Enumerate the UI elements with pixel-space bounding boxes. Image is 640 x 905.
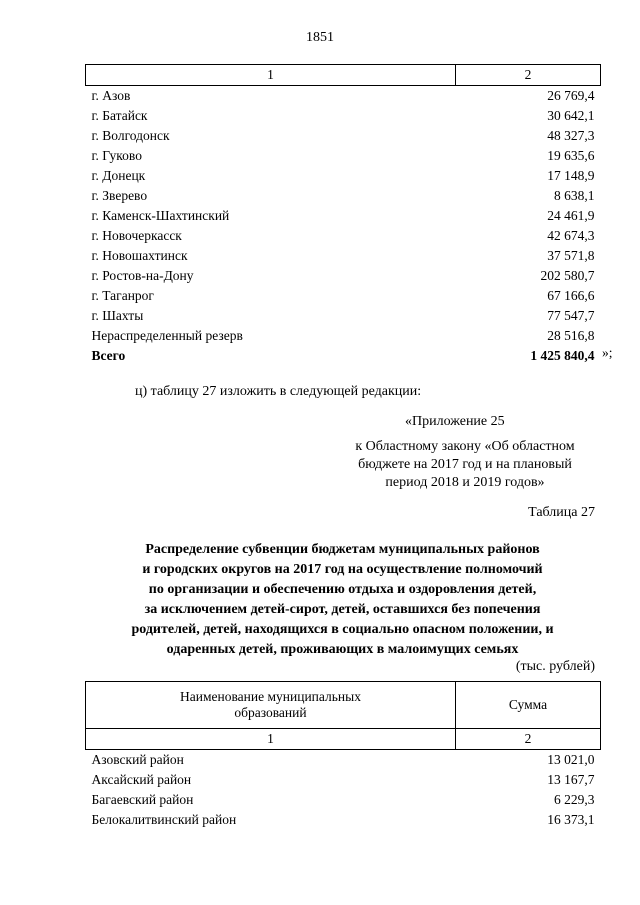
table-row: [86, 326, 601, 346]
heading-line: Распределение субвенции бюджетам муниципальных районов: [145, 542, 540, 557]
table-row: [86, 810, 601, 830]
row-value: 202 580,7: [540, 268, 595, 283]
row-name: г. Каменск-Шахтинский: [91, 208, 230, 223]
table-row: [86, 306, 601, 326]
annex-reference-line: к Областному закону «Об областном: [355, 439, 575, 454]
row-value: 30 642,1: [547, 108, 595, 123]
annex-title: «Приложение 25: [405, 414, 505, 429]
units-label: (тыс. рублей): [515, 659, 595, 674]
closing-quote-mark: »;: [602, 345, 613, 360]
row-name: Багаевский район: [91, 792, 194, 807]
table-label: Таблица 27: [528, 505, 595, 520]
total-value: 1 425 840,4: [530, 348, 595, 363]
table-row: [86, 206, 601, 226]
subvention-table: [85, 681, 601, 830]
annex-reference-line: бюджете на 2017 год и на плановый: [358, 457, 572, 472]
table-row: [86, 246, 601, 266]
column-header-name: [86, 682, 456, 729]
row-value: 13 021,0: [547, 752, 595, 767]
table-row: [86, 226, 601, 246]
row-name: г. Новошахтинск: [91, 248, 188, 263]
municipal-table-continued: [85, 64, 601, 366]
row-name: Нераспределенный резерв: [91, 328, 243, 343]
total-label: Всего: [91, 348, 126, 363]
row-name: Белокалитвинский район: [91, 812, 237, 827]
table-row: [86, 146, 601, 166]
column-number-row: [86, 65, 601, 86]
table-row: [86, 750, 601, 771]
table-row: [86, 166, 601, 186]
column-header-line: Наименование муниципальных: [180, 689, 361, 704]
row-name: Азовский район: [91, 752, 184, 767]
annex-reference: [340, 438, 590, 492]
row-value: 17 148,9: [547, 168, 595, 183]
row-name: г. Азов: [91, 88, 131, 103]
total-row: [86, 346, 601, 366]
table-row: [86, 126, 601, 146]
row-value: 6 229,3: [554, 792, 595, 807]
amendment-instruction: ц) таблицу 27 изложить в следующей редакции:: [135, 384, 422, 399]
annex-reference-line: период 2018 и 2019 годов»: [385, 475, 545, 490]
column-number-1: 1: [86, 65, 456, 86]
row-value: 42 674,3: [547, 228, 595, 243]
row-name: г. Гуково: [91, 148, 142, 163]
row-value: 8 638,1: [554, 188, 595, 203]
row-value: 48 327,3: [547, 128, 595, 143]
heading-line: за исключением детей-сирот, детей, оставшихся без попечения: [144, 602, 541, 617]
heading-line: и городских округов на 2017 год на осуществление полномочий: [142, 562, 543, 577]
heading-line: родителей, детей, находящихся в социально опасном положении, и: [131, 622, 554, 637]
row-name: г. Таганрог: [91, 288, 154, 303]
column-header-row: [86, 682, 601, 729]
row-value: 28 516,8: [547, 328, 595, 343]
table-row: [86, 266, 601, 286]
column-number-2: 2: [456, 65, 601, 86]
table-row: [86, 86, 601, 107]
row-value: 37 571,8: [547, 248, 595, 263]
row-name: г. Новочеркасск: [91, 228, 182, 243]
row-name: г. Волгодонск: [91, 128, 170, 143]
row-value: 13 167,7: [547, 772, 595, 787]
row-value: 77 547,7: [547, 308, 595, 323]
table-row: [86, 106, 601, 126]
row-value: 16 373,1: [547, 812, 595, 827]
column-header-line: образований: [234, 705, 307, 720]
row-name: г. Шахты: [91, 308, 144, 323]
table-heading: [85, 540, 600, 660]
table-row: [86, 770, 601, 790]
row-value: 67 166,6: [547, 288, 595, 303]
heading-line: одаренных детей, проживающих в малоимущих семьях: [166, 642, 519, 657]
column-number-row: [86, 729, 601, 750]
row-name: г. Зверево: [91, 188, 148, 203]
row-value: 24 461,9: [547, 208, 595, 223]
column-number-2: 2: [456, 729, 601, 750]
table-row: [86, 286, 601, 306]
row-name: г. Батайск: [91, 108, 148, 123]
column-header-sum: Сумма: [456, 682, 601, 729]
heading-line: по организации и обеспечению отдыха и оздоровления детей,: [148, 582, 537, 597]
table-row: [86, 186, 601, 206]
table-row: [86, 790, 601, 810]
row-value: 26 769,4: [547, 88, 595, 103]
row-name: г. Ростов-на-Дону: [91, 268, 194, 283]
page-number: 1851: [306, 30, 334, 45]
row-name: г. Донецк: [91, 168, 146, 183]
row-value: 19 635,6: [547, 148, 595, 163]
row-name: Аксайский район: [91, 772, 192, 787]
column-number-1: 1: [86, 729, 456, 750]
